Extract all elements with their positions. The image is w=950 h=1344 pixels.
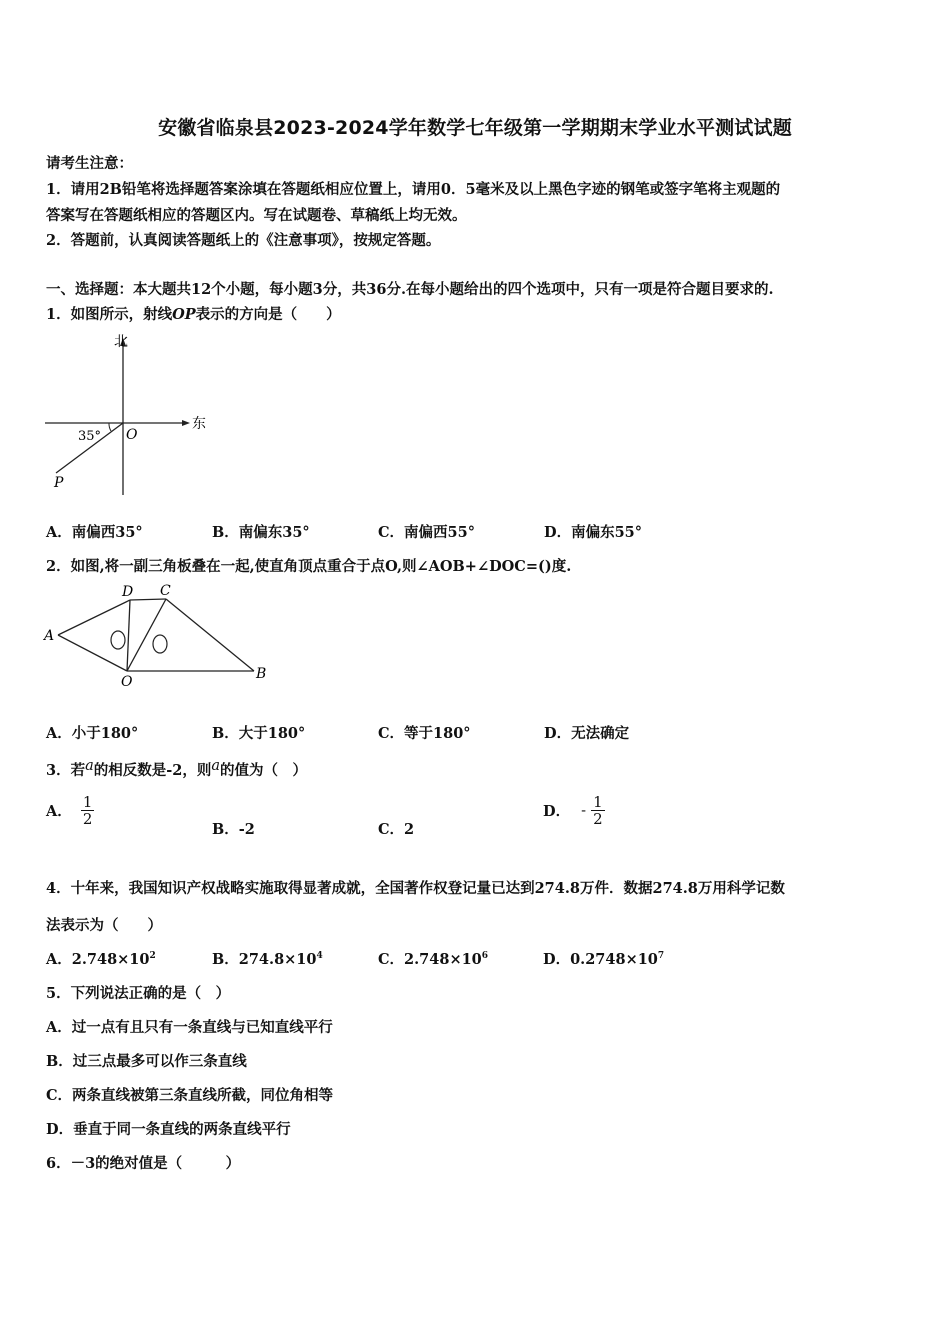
notes-item-1-line-1: 1．请用2B铅笔将选择题答案涂填在答题纸相应位置上，请用0．5毫米及以上黑色字迹的钢笔或签字笔将主观题的 [46, 181, 781, 198]
q4-stem-line-2: 法表示为（ ） [46, 917, 162, 934]
q3-option-b[interactable]: B．-2 [212, 821, 255, 838]
fraction-half: $\frac{1}{2}$ [593, 793, 603, 828]
q5-option-d[interactable]: D．垂直于同一条直线的两条直线平行 [46, 1121, 291, 1138]
q5-stem: 5．下列说法正确的是（ ） [46, 985, 231, 1002]
segment-cb [166, 599, 254, 671]
q2-triangle-figure [40, 580, 280, 690]
q4-option-b[interactable]: B．$274.8\times 10^4$ [212, 951, 323, 968]
q2-option-b[interactable]: B．大于180° [212, 725, 306, 742]
angle-label: 35° [78, 429, 102, 444]
origin-label: O [126, 427, 138, 443]
q3-option-c[interactable]: C．2 [378, 821, 415, 838]
q4-option-a[interactable]: A．$2.748\times 10^2$ [46, 951, 156, 968]
east-arrow [182, 420, 190, 426]
label-b: B [256, 666, 267, 682]
fraction-half: $\frac{1}{2}$ [82, 793, 93, 828]
q4-stem-line-1: 4．十年来，我国知识产权战略实施取得显著成就，全国著作权登记量已达到274.8万件．数据274.8万用科学记数 [46, 880, 785, 897]
segment-ao [58, 635, 127, 671]
q5-option-b[interactable]: B．过三点最多可以作三条直线 [46, 1053, 247, 1070]
label-d: D [122, 584, 134, 600]
q2-option-c[interactable]: C．等于180° [378, 725, 471, 742]
q3-stem: 3．若a的相反数是-2，则a的值为（ ） [46, 758, 308, 779]
q6-stem: 6．－3的绝对值是（ ） [46, 1155, 241, 1172]
section-heading: 一、选择题：本大题共12个小题，每小题3分，共36分.在每小题给出的四个选项中，只有一项是符合题目要求的. [46, 281, 774, 298]
q1-option-d[interactable]: D．南偏东55° [544, 524, 643, 541]
q2-option-d[interactable]: D．无法确定 [544, 725, 630, 742]
q1-direction-figure [40, 330, 220, 505]
notes-item-1-line-2: 答案写在答题纸相应的答题区内。写在试题卷、草稿纸上均无效。 [46, 207, 467, 224]
q2-option-a[interactable]: A．小于180° [46, 725, 139, 742]
q1-stem: 1．如图所示，射线OP表示的方向是（ ） [46, 306, 341, 323]
north-label: 北 [114, 334, 128, 350]
hole-right [153, 635, 167, 653]
hole-left [111, 631, 125, 649]
notes-heading: 请考生注意： [46, 155, 133, 172]
q1-option-c[interactable]: C．南偏西55° [378, 524, 475, 541]
q3-option-d[interactable]: D． - $\frac{1}{2}$ [543, 793, 603, 828]
q1-option-b[interactable]: B．南偏东35° [212, 524, 310, 541]
notes-item-2: 2．答题前，认真阅读答题纸上的《注意事项》，按规定答题。 [46, 232, 441, 249]
label-c: C [160, 583, 171, 599]
q4-option-c[interactable]: C．$2.748\times 10^6$ [378, 951, 489, 968]
segment-ad [58, 600, 130, 635]
angle-arc [109, 423, 111, 431]
east-label: 东 [192, 416, 206, 432]
q4-option-d[interactable]: D．$0.2748\times 10^7$ [543, 951, 665, 968]
q1-option-a[interactable]: A．南偏西35° [46, 524, 143, 541]
label-a: A [44, 628, 55, 644]
q2-stem: 2．如图,将一副三角板叠在一起,使直角顶点重合于点O,则∠AOB+∠DOC=()度. [46, 558, 572, 575]
point-p-label: P [54, 475, 64, 491]
q5-option-c[interactable]: C．两条直线被第三条直线所截，同位角相等 [46, 1087, 334, 1104]
q5-option-a[interactable]: A．过一点有且只有一条直线与已知直线平行 [46, 1019, 333, 1036]
label-o: O [121, 674, 133, 690]
segment-do [127, 600, 130, 671]
q3-option-a[interactable]: A． $\frac{1}{2}$ [46, 793, 93, 828]
segment-dc [130, 599, 166, 600]
page-title: 安徽省临泉县2023-2024学年数学七年级第一学期期末学业水平测试试题 [158, 117, 792, 139]
